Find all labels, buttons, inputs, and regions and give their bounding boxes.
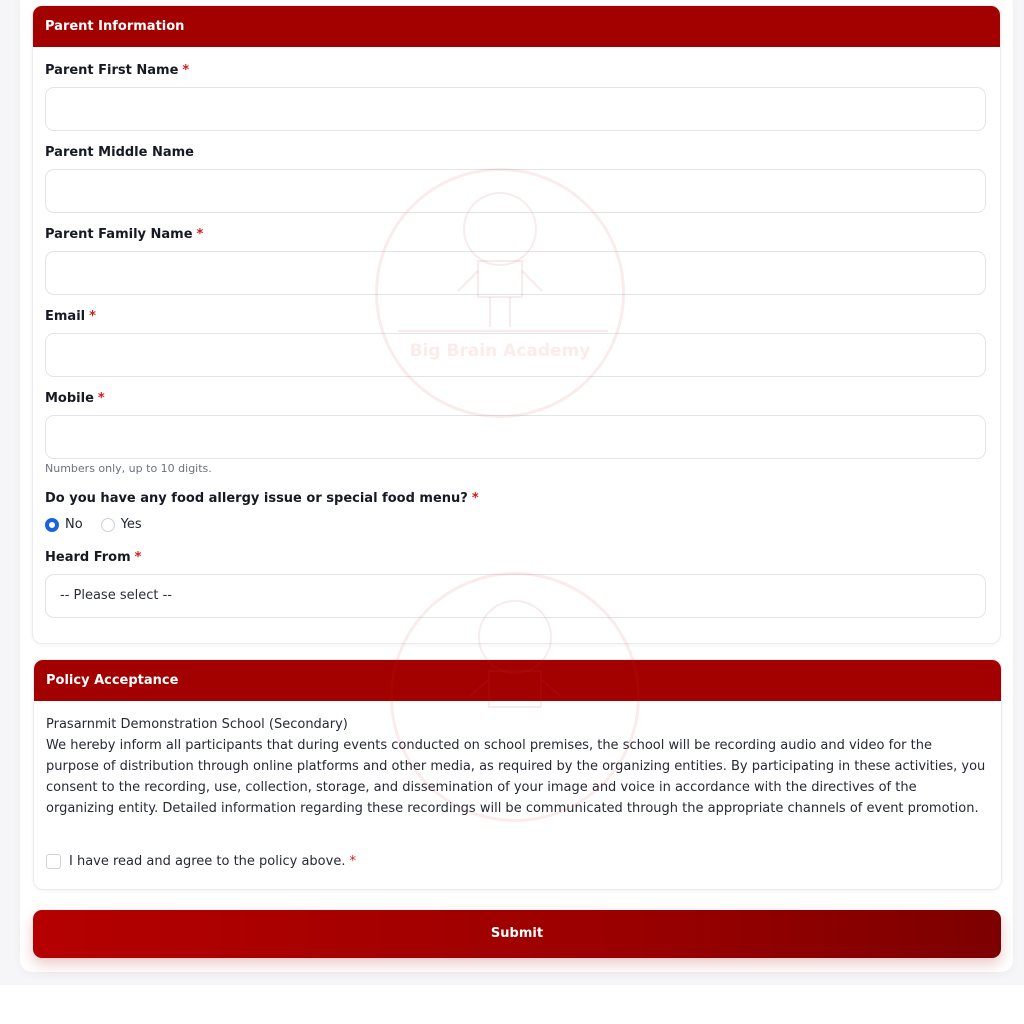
- policy-school-name: Prasarnmit Demonstration School (Secondary): [46, 717, 348, 732]
- agree-row[interactable]: [46, 854, 356, 869]
- allergy-radio-no[interactable]: [45, 518, 59, 532]
- required-marker: *: [97, 391, 105, 406]
- family-name-label-text: Parent Family Name: [45, 227, 193, 242]
- policy-acceptance-section: [33, 659, 1002, 890]
- required-marker: *: [196, 227, 204, 242]
- first-name-input[interactable]: [45, 87, 986, 131]
- email-label: [45, 309, 96, 324]
- allergy-label-text: Do you have any food allergy issue or special food menu?: [45, 491, 468, 506]
- required-marker: *: [182, 63, 190, 78]
- parent-information-section: [32, 5, 1001, 644]
- middle-name-label: Parent Middle Name: [45, 145, 194, 160]
- email-label-text: Email: [45, 309, 86, 324]
- allergy-label: [45, 491, 479, 506]
- policy-acceptance-header: Policy Acceptance: [34, 660, 1001, 701]
- heard-from-select[interactable]: -- Please select --: [45, 574, 986, 618]
- allergy-option-no-label[interactable]: No: [65, 517, 83, 532]
- policy-body: We hereby inform all participants that during events conducted on school premises, the school will be recording audio and video for the purpose of distribution through online platforms and other media, as required by the organizing entities. By participating in these activities, you consent to the recording, use, collection, storage, and dissemination of your image and voice in accordance with the directives of the organizing entity. Detailed information regarding these recordings will be communicated through the appropriate channels of event promotion.: [46, 738, 986, 816]
- parent-information-header: Parent Information: [33, 6, 1000, 47]
- allergy-radio-yes[interactable]: [101, 518, 115, 532]
- first-name-label: [45, 63, 189, 78]
- heard-from-label: [45, 550, 141, 565]
- first-name-label-text: Parent First Name: [45, 63, 179, 78]
- required-marker: *: [471, 491, 479, 506]
- allergy-option-yes-label[interactable]: Yes: [120, 517, 142, 532]
- required-marker: *: [349, 854, 356, 869]
- policy-text: [46, 714, 986, 819]
- middle-name-input[interactable]: [45, 169, 986, 213]
- family-name-label: [45, 227, 203, 242]
- agree-label[interactable]: I have read and agree to the policy above.: [69, 854, 346, 869]
- mobile-label-text: Mobile: [45, 391, 94, 406]
- heard-from-label-text: Heard From: [45, 550, 131, 565]
- required-marker: *: [134, 550, 142, 565]
- submit-button[interactable]: Submit: [33, 910, 1001, 958]
- agree-checkbox[interactable]: [46, 854, 61, 869]
- allergy-radio-group: [45, 517, 160, 532]
- mobile-input[interactable]: [45, 415, 986, 459]
- required-marker: *: [89, 309, 96, 324]
- email-input[interactable]: [45, 333, 986, 377]
- mobile-label: [45, 391, 105, 406]
- mobile-hint: Numbers only, up to 10 digits.: [45, 462, 212, 475]
- family-name-input[interactable]: [45, 251, 986, 295]
